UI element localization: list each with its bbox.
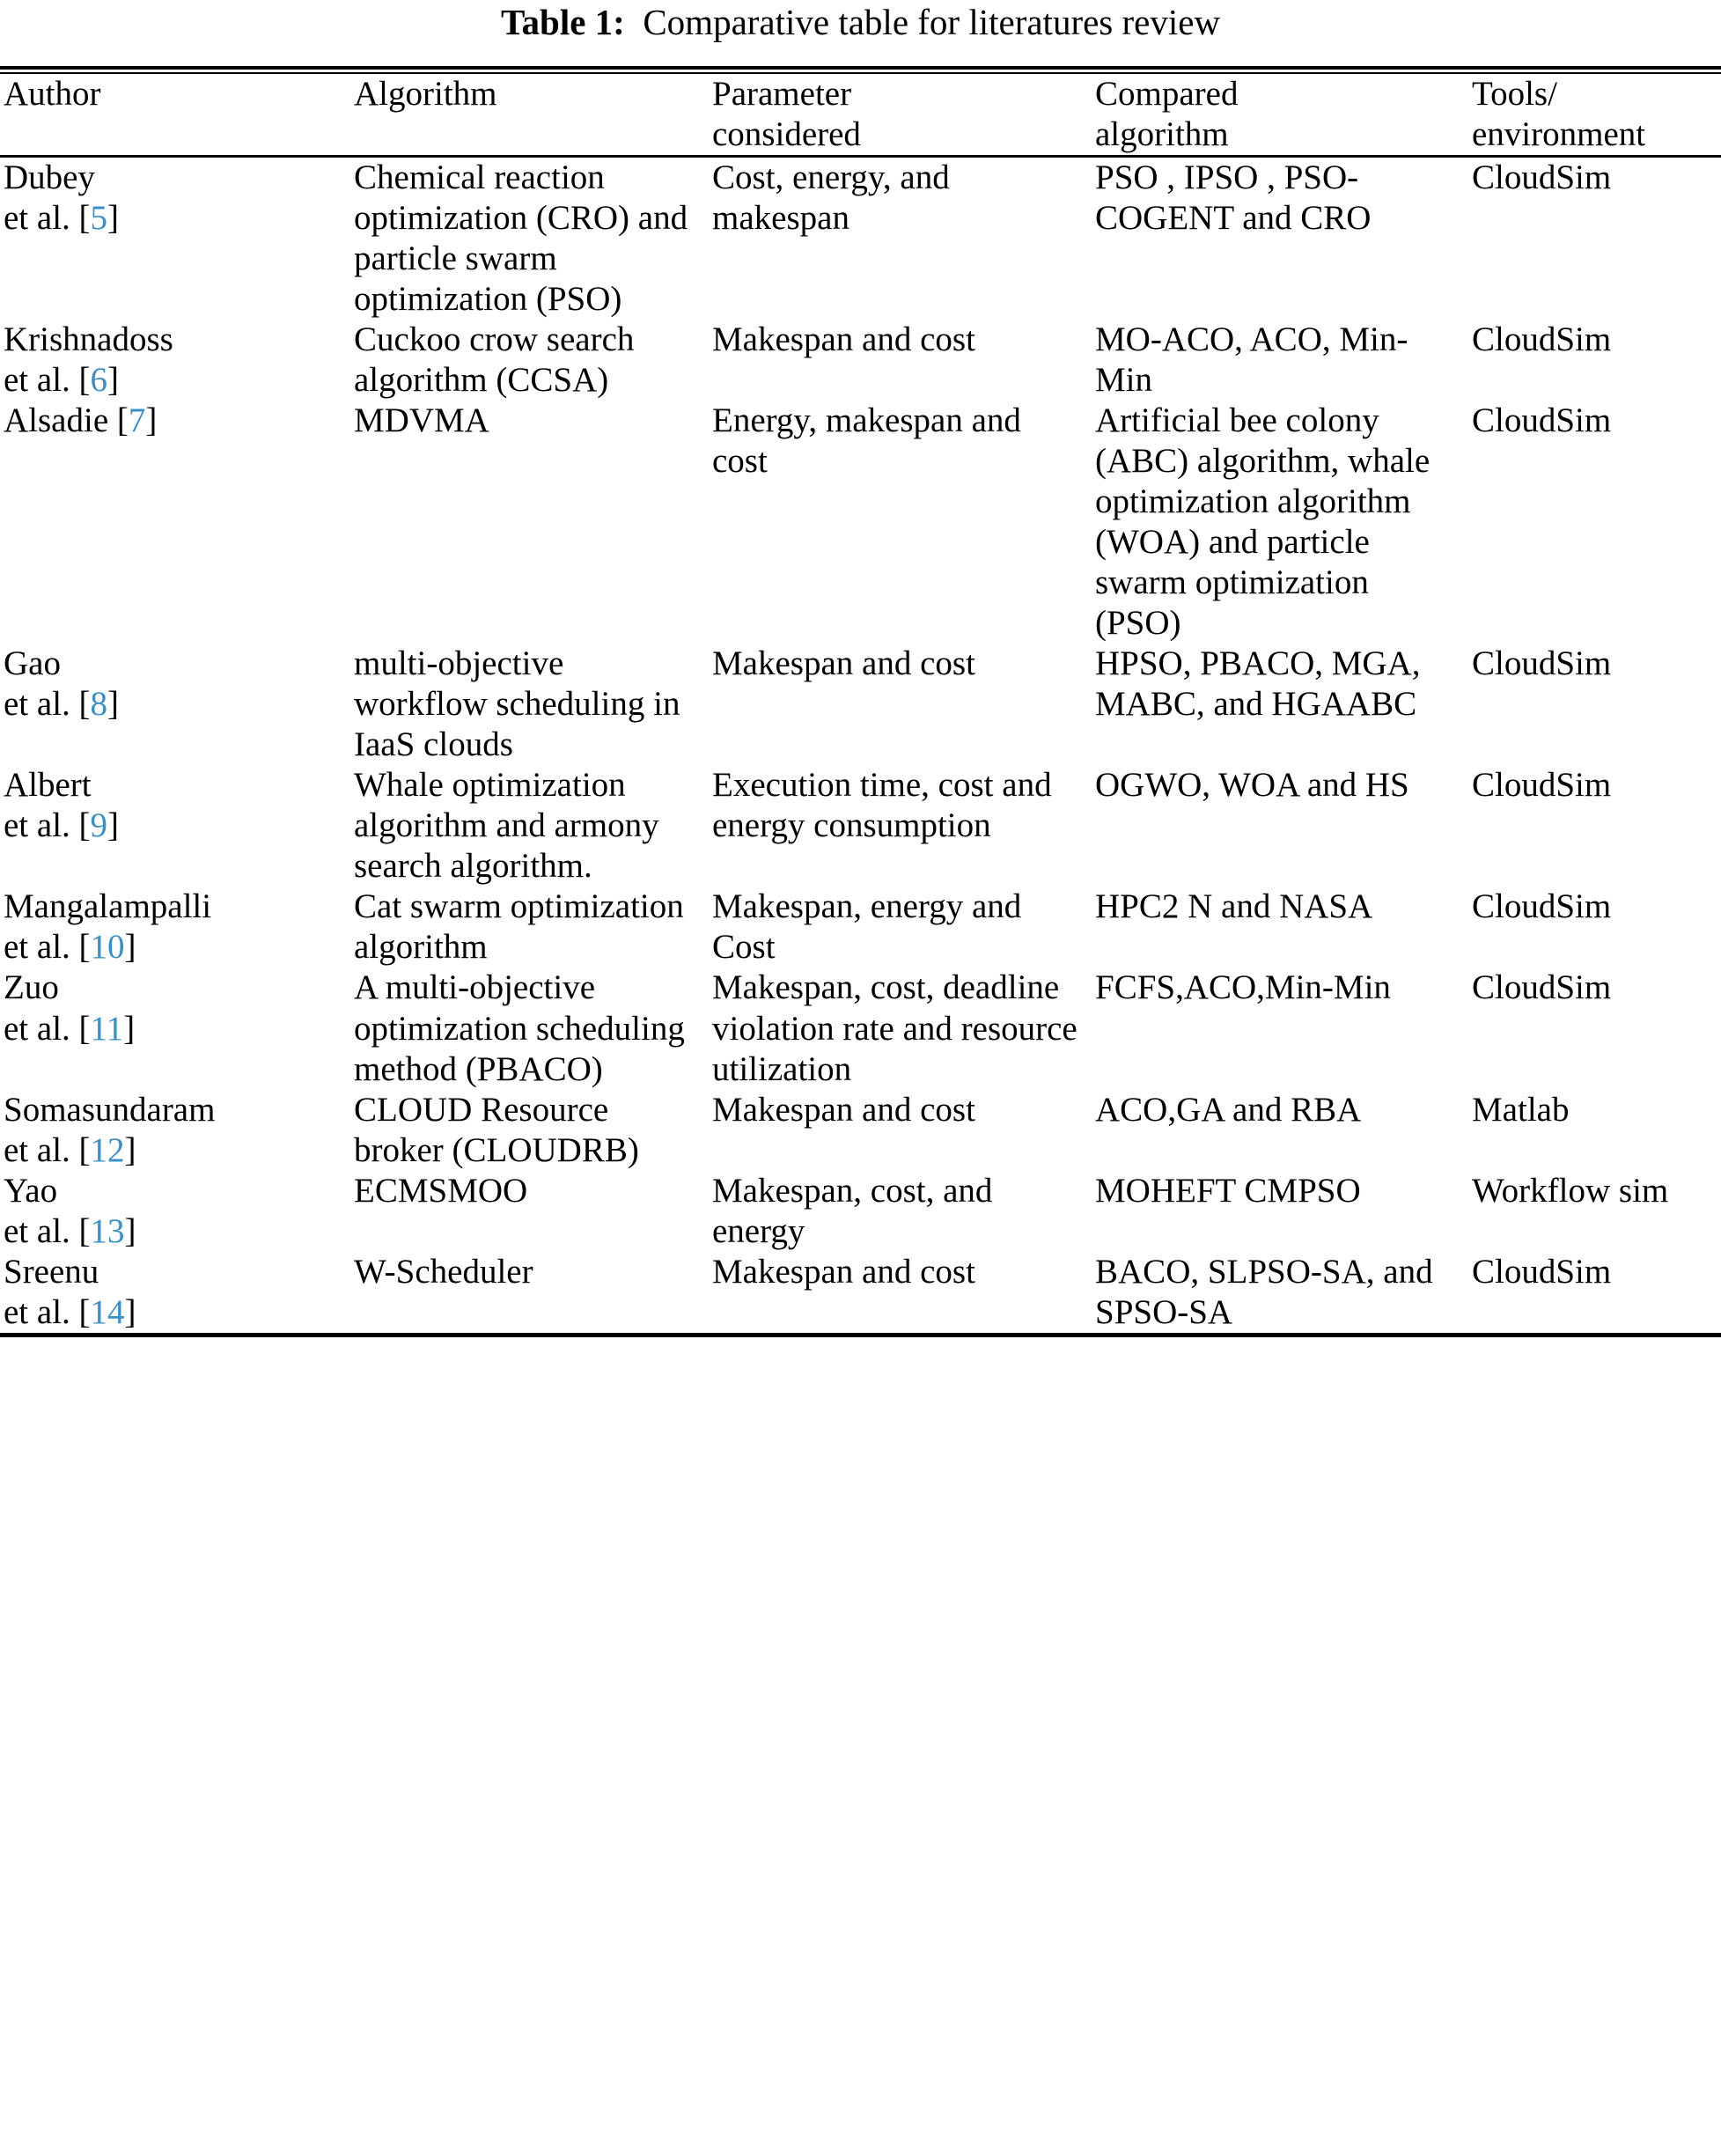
reference-bracket-close: ] xyxy=(123,1009,136,1048)
cell-algorithm: Cuckoo crow search algorithm (CCSA) xyxy=(354,320,635,400)
reference-bracket-open: [ xyxy=(78,1130,91,1169)
cell-tools-environment: CloudSim xyxy=(1472,1252,1612,1291)
cell-compared-algorithm: BACO, SLPSO-SA, and SPSO-SA xyxy=(1095,1252,1433,1331)
reference-bracket-close: ] xyxy=(124,1130,136,1169)
author-name: Alsadie xyxy=(4,401,117,440)
reference-bracket-open: [ xyxy=(78,1292,91,1331)
author-name: Albert xyxy=(4,766,92,805)
reference-bracket-open: [ xyxy=(78,1009,91,1048)
cell-tools-environment: CloudSim xyxy=(1472,968,1612,1007)
column-header-parameter-considered xyxy=(709,74,1092,155)
cell-tools-environment: Matlab xyxy=(1472,1090,1570,1129)
reference-link[interactable]: 10 xyxy=(90,928,125,967)
author-name: Mangalampalli xyxy=(4,887,212,926)
cell-parameter-considered: Makespan, energy and Cost xyxy=(712,887,1022,967)
table-header xyxy=(0,74,1721,155)
cell-compared-algorithm: Artificial bee colony (ABC) algorithm, whale optimization algorithm (WOA) and particle swarm optimization (PSO) xyxy=(1095,401,1430,643)
reference-link[interactable]: 5 xyxy=(90,199,108,238)
reference-link[interactable]: 6 xyxy=(90,361,108,400)
header-line-1: Algorithm xyxy=(354,75,497,114)
table-row xyxy=(0,968,1721,1089)
header-line-1: Compared xyxy=(1095,75,1239,114)
cell-tools-environment: CloudSim xyxy=(1472,644,1612,683)
reference-link[interactable]: 13 xyxy=(90,1211,125,1250)
reference-bracket-open: [ xyxy=(78,361,91,400)
table-row xyxy=(0,887,1721,968)
reference-bracket-open: [ xyxy=(78,806,91,845)
cell-parameter-considered: Makespan and cost xyxy=(712,644,975,683)
reference-link[interactable]: 9 xyxy=(90,806,108,845)
cell-tools-environment: CloudSim xyxy=(1472,158,1612,197)
author-etal: et al. xyxy=(4,1009,79,1048)
table-row xyxy=(0,1252,1721,1333)
cell-compared-algorithm: HPSO, PBACO, MGA, MABC, and HGAABC xyxy=(1095,644,1421,724)
cell-algorithm: multi-objective workflow scheduling in IaaS clouds xyxy=(354,644,680,764)
cell-tools-environment: CloudSim xyxy=(1472,766,1612,805)
reference-bracket-close: ] xyxy=(107,361,120,400)
reference-bracket-close: ] xyxy=(107,806,120,845)
author-etal: et al. xyxy=(4,1292,79,1331)
header-line-2: algorithm xyxy=(1095,115,1229,154)
table-row xyxy=(0,644,1721,765)
author-etal: et al. xyxy=(4,806,79,845)
table-caption xyxy=(0,0,1721,50)
cell-author xyxy=(0,158,350,320)
column-header-algorithm xyxy=(350,74,709,155)
reference-link[interactable]: 11 xyxy=(90,1009,124,1048)
column-header-compared-algorithm xyxy=(1092,74,1468,155)
header-row xyxy=(0,74,1721,155)
table-row xyxy=(0,320,1721,401)
header-line-1: Author xyxy=(4,75,101,114)
cell-algorithm: MDVMA xyxy=(354,401,489,440)
cell-parameter-considered: Makespan and cost xyxy=(712,1252,975,1291)
cell-author xyxy=(0,765,350,887)
cell-compared-algorithm: MO-ACO, ACO, Min-Min xyxy=(1095,320,1408,400)
reference-link[interactable]: 8 xyxy=(90,685,108,724)
author-etal: et al. xyxy=(4,199,79,238)
cell-author xyxy=(0,320,350,401)
literature-comparison-table xyxy=(0,74,1721,155)
table-row xyxy=(0,1090,1721,1171)
cell-author xyxy=(0,1252,350,1333)
cell-algorithm: W-Scheduler xyxy=(354,1252,533,1291)
cell-compared-algorithm: MOHEFT CMPSO xyxy=(1095,1171,1361,1210)
author-etal: et al. xyxy=(4,685,79,724)
reference-bracket-close: ] xyxy=(124,1211,136,1250)
header-line-2: environment xyxy=(1472,115,1646,154)
table-row xyxy=(0,401,1721,644)
reference-bracket-close: ] xyxy=(107,199,120,238)
header-line-2: considered xyxy=(712,115,861,154)
table-body xyxy=(0,158,1721,1332)
reference-bracket-open: [ xyxy=(78,928,91,967)
reference-bracket-close: ] xyxy=(145,401,158,440)
cell-author xyxy=(0,887,350,968)
cell-tools-environment: Workflow sim xyxy=(1472,1171,1669,1210)
caption-text: Comparative table for literatures review xyxy=(643,2,1221,42)
cell-compared-algorithm: HPC2 N and NASA xyxy=(1095,887,1373,926)
cell-algorithm: Chemical reaction optimization (CRO) and particle swarm optimization (PSO) xyxy=(354,158,688,319)
author-etal: et al. xyxy=(4,361,79,400)
reference-bracket-open: [ xyxy=(78,1211,91,1250)
author-etal: et al. xyxy=(4,1211,79,1250)
reference-link[interactable]: 7 xyxy=(128,401,146,440)
cell-tools-environment: CloudSim xyxy=(1472,401,1612,440)
cell-algorithm: ECMSMOO xyxy=(354,1171,528,1210)
cell-tools-environment: CloudSim xyxy=(1472,320,1612,359)
cell-author xyxy=(0,401,350,644)
cell-algorithm: A multi-objective optimization scheduling method (PBACO) xyxy=(354,968,685,1088)
reference-link[interactable]: 12 xyxy=(90,1130,125,1169)
cell-parameter-considered: Makespan and cost xyxy=(712,1090,975,1129)
reference-link[interactable]: 14 xyxy=(90,1292,125,1331)
author-name: Zuo xyxy=(4,968,59,1007)
author-name: Yao xyxy=(4,1171,58,1210)
cell-author xyxy=(0,968,350,1089)
cell-parameter-considered: Makespan and cost xyxy=(712,320,975,359)
author-name: Somasundaram xyxy=(4,1090,216,1129)
cell-author xyxy=(0,1171,350,1252)
literature-comparison-body xyxy=(0,158,1721,1332)
reference-bracket-open: [ xyxy=(78,199,91,238)
cell-compared-algorithm: ACO,GA and RBA xyxy=(1095,1090,1362,1129)
reference-bracket-close: ] xyxy=(107,685,120,724)
author-name: Krishnadoss xyxy=(4,320,173,359)
cell-algorithm: CLOUD Resource broker (CLOUDRB) xyxy=(354,1090,639,1169)
cell-tools-environment: CloudSim xyxy=(1472,887,1612,926)
author-etal: et al. xyxy=(4,1130,79,1169)
cell-compared-algorithm: PSO , IPSO , PSO-COGENT and CRO xyxy=(1095,158,1372,238)
header-line-1: Parameter xyxy=(712,75,852,114)
column-header-author xyxy=(0,74,350,155)
author-name: Gao xyxy=(4,644,61,683)
table-top-rule xyxy=(0,66,1721,74)
cell-parameter-considered: Execution time, cost and energy consumption xyxy=(712,766,1052,845)
header-line-1: Tools/ xyxy=(1472,75,1557,114)
reference-bracket-close: ] xyxy=(124,928,136,967)
cell-algorithm: Cat swarm optimization algorithm xyxy=(354,887,684,967)
table-row xyxy=(0,1171,1721,1252)
caption-label: Table 1: xyxy=(500,2,625,42)
cell-parameter-considered: Makespan, cost, and energy xyxy=(712,1171,993,1250)
cell-parameter-considered: Energy, makespan and cost xyxy=(712,401,1021,481)
cell-author xyxy=(0,644,350,765)
cell-algorithm: Whale optimization algorithm and armony search algorithm. xyxy=(354,766,659,886)
author-etal: et al. xyxy=(4,928,79,967)
table-row xyxy=(0,765,1721,887)
cell-author xyxy=(0,1090,350,1171)
author-name: Dubey xyxy=(4,158,95,197)
cell-compared-algorithm: FCFS,ACO,Min-Min xyxy=(1095,968,1391,1007)
reference-bracket-close: ] xyxy=(124,1292,136,1331)
cell-parameter-considered: Makespan, cost, deadline violation rate and resource utilization xyxy=(712,968,1077,1088)
cell-compared-algorithm: OGWO, WOA and HS xyxy=(1095,766,1409,805)
cell-parameter-considered: Cost, energy, and makespan xyxy=(712,158,950,238)
table-row xyxy=(0,158,1721,320)
table-bottom-rule xyxy=(0,1333,1721,1337)
reference-bracket-open: [ xyxy=(116,401,129,440)
column-header-tools-environment xyxy=(1468,74,1721,155)
author-name: Sreenu xyxy=(4,1252,99,1291)
reference-bracket-open: [ xyxy=(78,685,91,724)
